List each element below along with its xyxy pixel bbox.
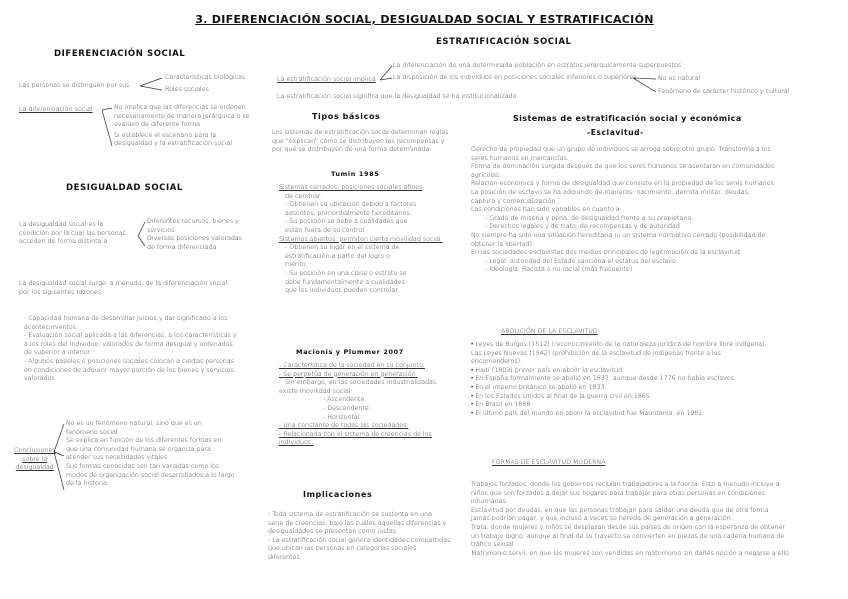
line: tráfico sexual. bbox=[471, 541, 516, 549]
modernas-heading: FORMAS DE ESCLAVITUD MODERNA bbox=[492, 459, 606, 466]
line: - La estratificación social genera identidades compartidas bbox=[268, 536, 451, 544]
line: adscritos, primordialmente hereditarios. bbox=[285, 209, 412, 217]
line: evalúen de diferente forma. bbox=[114, 121, 202, 129]
implicaciones-lines bbox=[268, 511, 450, 563]
line: Sin embargo, en las sociedades industrializadas, bbox=[285, 379, 439, 387]
razones-list bbox=[24, 315, 237, 384]
line: No siempre ha sido una situación hereditaria ni un sistema normativo cerrado (posibilidad de bbox=[471, 231, 766, 239]
line: - Obtienen su ubicación debido a factores bbox=[285, 201, 417, 209]
line: niños que son forzados a dejar sus hogares para trabajar para otras personas en condiciones bbox=[471, 489, 765, 497]
line: Esclavitud por deudas, en que las personas trabajan para saldar una deuda que de otra forma bbox=[471, 506, 769, 514]
line: - Derechos legales y de trato, de recompensas y de autoridad. bbox=[485, 223, 682, 231]
line: un trabajo digno, aunque al final de su trayecto se convierten en piezas de una cadena humana de bbox=[471, 532, 785, 540]
line: que ubican las personas en categorías sociales bbox=[268, 545, 417, 553]
line: valorados. bbox=[24, 375, 57, 383]
conclusiones-list bbox=[66, 420, 234, 489]
line: No es un fenómeno natural, sino que es un bbox=[66, 420, 202, 427]
line: Forma de dominación surgida después de que los seres humanos se asentaran en comunidades bbox=[471, 163, 775, 171]
sistemas-heading: Sistemas de estratificación social y económica bbox=[513, 114, 742, 123]
line: serie de creencias, bajo las cuales aquellas diferencias y bbox=[268, 519, 447, 527]
line: que los individuos pueden controlar. bbox=[285, 287, 400, 295]
line: - Ascendente. bbox=[323, 396, 367, 404]
line: agrícolas. bbox=[471, 171, 502, 179]
right-item: No es natural bbox=[658, 75, 701, 82]
line: encomenderos). bbox=[471, 358, 523, 366]
line: están fuera de su control. bbox=[285, 226, 366, 234]
line: obtener la libertad). bbox=[471, 240, 534, 248]
line: - Algunos papeles o posiciones sociales colocan a ciertas personas bbox=[24, 357, 235, 365]
line: - Obtienen su lugar en el sistema de bbox=[285, 244, 400, 252]
line: fenómeno social. bbox=[66, 428, 120, 436]
line: servicios. bbox=[147, 226, 177, 234]
line: Conclusiones bbox=[14, 447, 56, 454]
line: Trata, donde mujeres y niños se desplazan desde sus países de origen con la esperanza de obtener bbox=[471, 523, 785, 531]
line: - Descendente. bbox=[323, 404, 371, 412]
diferenciacion-items bbox=[114, 104, 250, 149]
abolicion-heading: ABOLICIÓN DE LA ESCLAVITUD bbox=[501, 328, 598, 335]
line: - Una constante de todas las sociedades. bbox=[279, 422, 409, 430]
line: - Legal: autoridad del Estado sanciona el estatus del esclavo. bbox=[485, 257, 678, 265]
line: desigualdad y la estratificación social. bbox=[114, 140, 235, 148]
line: Relación económica y forma de desigualdad que consiste en la propiedad de los seres humanos. bbox=[471, 180, 776, 188]
right-item: Fenómeno de carácter histórico y cultural bbox=[658, 88, 790, 95]
line: Sistemas abiertos: permiten cierta movilidad social. bbox=[279, 235, 443, 243]
tumin-lines bbox=[279, 184, 443, 296]
diferenciacion-heading: DIFERENCIACIÓN SOCIAL bbox=[54, 49, 186, 59]
line: atender sus necesidades vitales. bbox=[66, 454, 170, 462]
line: • En España formalmente se abolió en 1837, aunque desde 1776 no había esclavos. bbox=[471, 375, 737, 383]
line: por los siguientes razones: bbox=[19, 288, 104, 296]
line: No implica que las diferencias se ordenen bbox=[114, 104, 246, 111]
line: acontecimientos. bbox=[24, 323, 79, 331]
line: de la historia. bbox=[66, 480, 110, 488]
line: diferentes. bbox=[268, 553, 302, 561]
diferenciacion-label: La diferenciación social bbox=[19, 106, 93, 113]
distinguen-text: Las personas se distinguen por sus bbox=[19, 82, 130, 89]
line: • Leyes de Burgos (1512) (reconocimiento de la naturaleza jurídica de hombre libre indígena). bbox=[471, 341, 767, 348]
desigualdad-surge bbox=[19, 280, 229, 297]
line: modos de organización social desarrollados a lo largo bbox=[66, 471, 235, 479]
line: - Su posición en una clase o estrato se bbox=[285, 269, 407, 277]
tipos-intro bbox=[272, 129, 448, 155]
line: acceden de forma distinta a bbox=[19, 238, 108, 246]
line: en condiciones de adquirir mayor porción de los bienes y servicios bbox=[24, 366, 234, 374]
line: • El último país del mundo en abolir la esclavitud fue Mauritania, en 1981. bbox=[471, 409, 705, 417]
line: de forma diferenciada. bbox=[147, 243, 219, 251]
line: Se explica en función de los diferentes formas en bbox=[66, 437, 222, 445]
line: • En los Estados Unidos al final de la guerra civil en 1865. bbox=[471, 392, 652, 400]
line: - Su posición se debe a cualidades que bbox=[285, 218, 408, 226]
line: La desigualdad social es la bbox=[19, 221, 104, 228]
line: - Toda sistema de estratificación se sustenta en una bbox=[268, 511, 432, 518]
line: que "explican" cómo se distribuyen las recompensas y bbox=[272, 137, 445, 145]
line: • En Brasil en 1888. bbox=[471, 401, 533, 409]
line: individuos. bbox=[279, 439, 314, 447]
line: necesariamente de manera jerárquica o se bbox=[114, 112, 250, 120]
distinguen-item: Características biológicas bbox=[165, 74, 246, 81]
line: Las Leyes Nuevas (1542) (prohibición de la esclavitud de indígenas frente a los bbox=[471, 349, 721, 357]
line: que una comunidad humana se organiza para bbox=[66, 445, 211, 453]
line: de cambiar. bbox=[285, 192, 322, 200]
esclavitud-heading: -Esclavitud- bbox=[587, 128, 644, 137]
line: Trabajos forzados, donde los gobiernos recluían trabajadores a la fuerza. Esto a menudo incluye a bbox=[471, 481, 780, 488]
line: Diferentes recursos, bienes y bbox=[147, 218, 239, 225]
tumin-heading: Tumin 1985 bbox=[331, 170, 380, 178]
implica-item: La diferenciación de una determinada población en estratos jerárquicamente superpuestos. bbox=[393, 62, 684, 69]
line: La posición de esclavo se ha adquirido de maneras: nacimiento, derrota militar, deudas, bbox=[471, 188, 750, 196]
distinguen-item: Roles sociales bbox=[165, 86, 209, 93]
line: sobre la bbox=[22, 455, 48, 463]
esclavitud-lines bbox=[471, 146, 776, 275]
line: Las condiciones han sido variables en cuanto a: bbox=[471, 206, 622, 214]
significa-text: La estratificación social significa que la desigualdad se ha institucionalizado. bbox=[277, 93, 519, 100]
line: - Evaluación social aplicada a las diferencias, a los características y bbox=[24, 332, 237, 340]
line: por qué se distribuyen de una forma determinada. bbox=[272, 146, 432, 154]
page-title: 3. DIFERENCIACIÓN SOCIAL, DESIGUALDAD SOCIAL Y ESTRATIFICACIÓN bbox=[195, 13, 654, 26]
tipos-heading: Tipos básicos bbox=[312, 112, 381, 121]
line: Los sistemas de estratificación social determinan reglas bbox=[272, 129, 449, 136]
line: - Relacionada con el sistema de creencias de los bbox=[279, 430, 432, 438]
line: desigualdad bbox=[15, 464, 54, 472]
conclusiones-label bbox=[14, 447, 55, 473]
abolicion-lines bbox=[471, 341, 767, 418]
line: • En el imperio británico se abolió en 1833. bbox=[471, 383, 607, 391]
line: a los roles del individuo, valorados de forma desigual y ordenados bbox=[24, 340, 233, 348]
line: - Grado de miseria y pena, de desigualdad frente a su propietario. bbox=[485, 214, 694, 222]
estratificacion-heading: ESTRATIFICACIÓN SOCIAL bbox=[436, 37, 572, 47]
line: La desigualdad social surge, a menudo, de la diferenciación social, bbox=[19, 280, 230, 287]
modernas-lines bbox=[471, 481, 791, 558]
macionis-lines bbox=[279, 362, 438, 448]
implicaciones-heading: Implicaciones bbox=[303, 490, 373, 499]
implica-item: La disposición de los individuos en posiciones sociales inferiores o superiores. bbox=[393, 74, 639, 81]
line: Diversas posiciones valoradas bbox=[147, 235, 243, 243]
line: En las sociedades esclavistas dos medios principales de legitimación de la esclavitud: bbox=[471, 249, 743, 257]
line: • Haití (1803) primer país en abolir la esclavitud. bbox=[471, 366, 624, 374]
line: Matrimonio servil, en que las mujeres son vendidas en matrimonio sin darles opción a negarse a ello. bbox=[471, 549, 791, 557]
line: debe fundamentalmente a cualidades bbox=[285, 278, 405, 286]
line: - Capacidad humana de desarrollar juicios y dar significado a los bbox=[24, 315, 228, 322]
line: inhumanas. bbox=[471, 498, 508, 506]
line: Derecho de propiedad que un grupo de individuos se arroga sobre otro grupo. Transforma a los bbox=[471, 146, 771, 153]
line: existe movilidad social: bbox=[279, 387, 353, 395]
line: desigualdades se presentan como justas. bbox=[268, 528, 399, 536]
desigualdad-definition bbox=[19, 221, 126, 247]
line: condición por la cual las personas bbox=[19, 229, 126, 237]
desigualdad-items bbox=[147, 218, 242, 252]
line: estratificación a partir del logro o bbox=[285, 252, 390, 260]
implica-label: La estratificación social implica bbox=[277, 76, 376, 83]
line: Sus formas conocidas son tan variadas como los bbox=[66, 462, 220, 470]
line: - Ideología: Racista o no racial (más frecuente). bbox=[485, 266, 635, 274]
desigualdad-heading: DESIGUALDAD SOCIAL bbox=[66, 183, 183, 193]
line: captura y comercialización. bbox=[471, 197, 558, 205]
line: mérito. bbox=[285, 261, 308, 269]
line: - Horizontal. bbox=[323, 413, 362, 421]
line: Si establece el escenario para la bbox=[114, 131, 217, 139]
line: de superior a inferior. bbox=[24, 349, 92, 357]
macionis-heading: Macionis y Plummer 2007 bbox=[296, 348, 404, 356]
line: seres humanos en mercancías. bbox=[471, 154, 569, 162]
line: Sistemas cerrados: posiciones sociales afines bbox=[279, 184, 423, 191]
line: - Se perpetúa de generación en generación. bbox=[279, 370, 418, 378]
line: jamás podrían pagar, y que incluso a veces se hereda de generación a generación. bbox=[471, 515, 733, 523]
line: - Característica de la sociedad en su conjunto. bbox=[279, 362, 425, 369]
